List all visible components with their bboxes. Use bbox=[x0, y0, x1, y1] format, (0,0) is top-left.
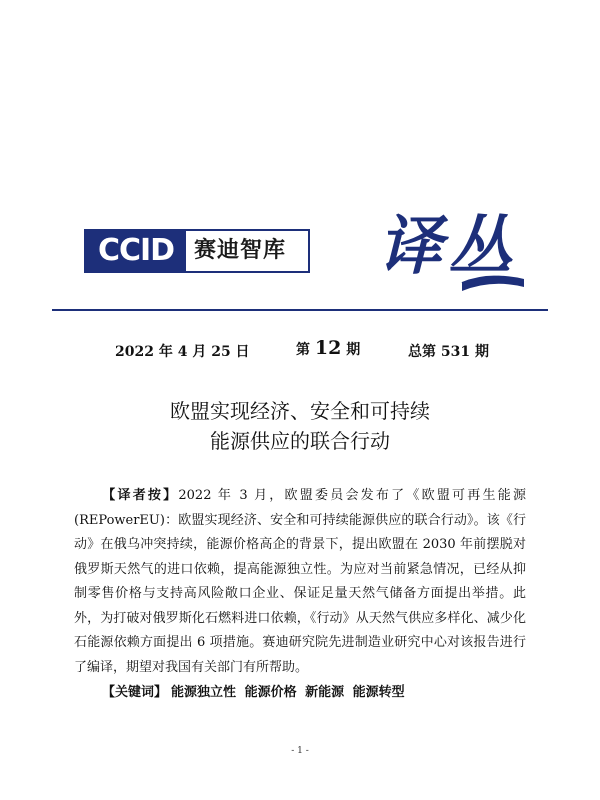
issue-number-value: 12 bbox=[314, 337, 342, 359]
series-title-text: 译丛 bbox=[378, 209, 518, 284]
keywords bbox=[102, 681, 542, 705]
keyword-item: 能源转型 bbox=[352, 685, 405, 700]
logo-name: 赛迪智库 bbox=[194, 238, 287, 263]
page-title bbox=[0, 396, 600, 456]
issue-total: 总第 531 期 bbox=[408, 344, 489, 360]
keyword-item: 能源独立性 bbox=[171, 685, 237, 700]
masthead bbox=[84, 205, 554, 300]
abstract-paragraph bbox=[74, 484, 526, 680]
keyword-item: 能源价格 bbox=[244, 685, 297, 700]
page-number: - 1 - bbox=[291, 746, 309, 756]
title-line-1: 欧盟实现经济、安全和可持续 bbox=[170, 399, 430, 423]
ccid-logo bbox=[84, 229, 310, 273]
keywords-label: 【关键词】 bbox=[102, 685, 168, 700]
abstract-label: 【译者按】 bbox=[100, 488, 179, 503]
masthead-divider bbox=[52, 309, 548, 311]
title-line-2: 能源供应的联合行动 bbox=[210, 429, 390, 453]
issue-number: 第 12 期 bbox=[296, 337, 361, 359]
series-title bbox=[342, 205, 554, 295]
issue-date: 2022 年 4 月 25 日 bbox=[115, 344, 250, 360]
abstract-text: 2022 年 3 月，欧盟委员会发布了《欧盟可再生能源(REPowerEU)：欧盟实现经济、安全和可持续能源供应的联合行动》。该《行动》在俄乌冲突持续，能源价格高企的背景下，提出欧盟在 2030 年前摆脱对俄罗斯天然气的进口依赖，提高能源独立性。为应对当前紧急情况，已经从抑制零售价格与支持高风险敞口企业、保证足量天然气储备方面提出举措。此外，为打破对俄罗斯化石燃料进口依赖，《行动》从天然气供应多样化、减少化石能源依赖方面提出 6 项措施。赛迪研究院先进制造业研究中心对该报告进行了编译，期望对我国有关部门有所帮助。 bbox=[74, 488, 526, 675]
keyword-item: 新能源 bbox=[305, 685, 345, 700]
logo-ccid-mark: CCID bbox=[86, 231, 186, 271]
issue-line bbox=[0, 337, 600, 361]
